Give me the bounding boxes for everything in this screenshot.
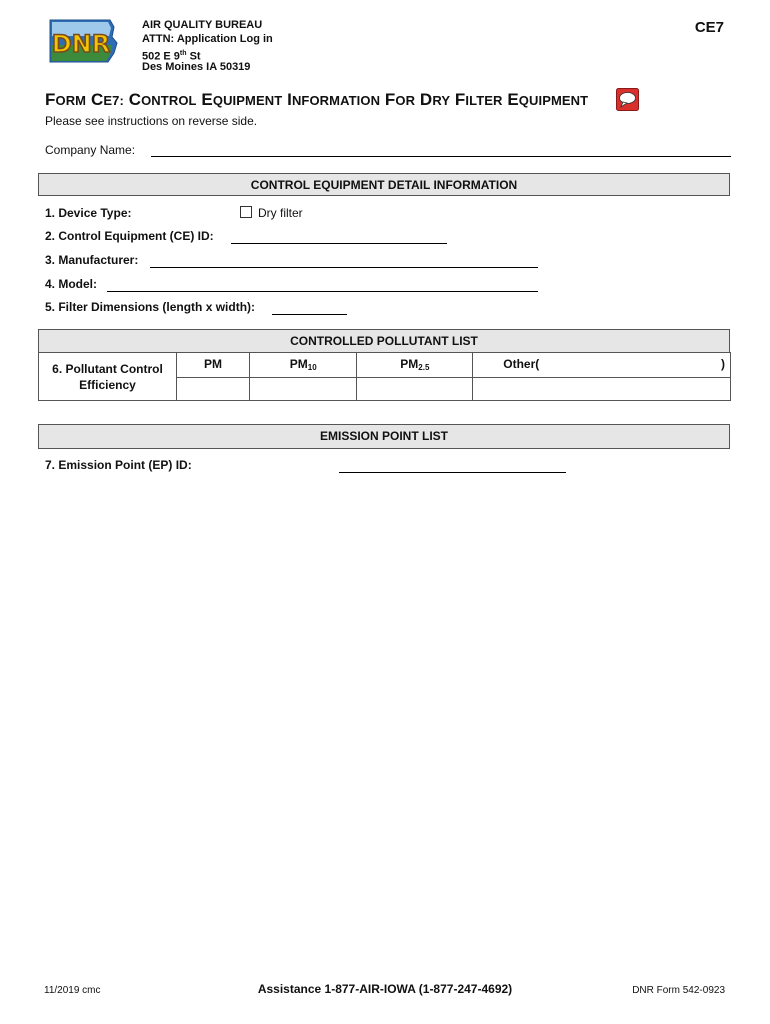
ce-id-field[interactable] [231, 243, 447, 244]
manufacturer-label: 3. Manufacturer: [45, 253, 139, 267]
company-name-label: Company Name: [45, 143, 136, 157]
street-address: 502 E 9th St [142, 50, 201, 63]
model-label: 4. Model: [45, 277, 98, 291]
form-code: CE7 [694, 19, 724, 36]
column-pm10: $PM_{10}$ [250, 353, 357, 378]
dry-filter-checkbox[interactable] [240, 206, 252, 218]
footer-date: 11/2019 cmc [44, 985, 101, 996]
filter-dimensions-label: 5. Filter Dimensions (length x width): [45, 300, 256, 314]
device-type-label: 1. Device Type: [45, 206, 132, 220]
model-field[interactable] [107, 291, 538, 292]
company-name-field[interactable] [151, 156, 731, 157]
city-line: Des Moines IA 50319 [142, 61, 251, 73]
filter-dimensions-field[interactable] [272, 314, 347, 315]
pollutant-section-heading: CONTROLLED POLLUTANT LIST [38, 329, 730, 353]
emission-section-heading: EMISSION POINT LIST [38, 424, 730, 449]
pm-efficiency-field[interactable] [177, 378, 250, 401]
dnr-logo [44, 17, 120, 65]
comment-bubble-icon[interactable] [616, 88, 639, 111]
other-efficiency-field[interactable] [473, 378, 731, 401]
column-other: Other( ) [473, 353, 731, 378]
detail-section-heading: CONTROL EQUIPMENT DETAIL INFORMATION [38, 173, 730, 196]
form-title: FORM CE7: CONTROL EQUIPMENT INFORMATION FOR DRY FILTER EQUIPMENT [45, 90, 589, 109]
dry-filter-label: Dry filter [258, 206, 303, 220]
footer-assistance: Assistance 1-877-AIR-IOWA (1-877-247-4692) [257, 982, 513, 996]
pm25-efficiency-field[interactable] [357, 378, 473, 401]
pollutant-table [38, 352, 731, 401]
column-pm25: $PM_{2.5}$ [357, 353, 473, 378]
ep-id-label: 7. Emission Point (EP) ID: [45, 458, 192, 472]
column-pm: PM [177, 353, 250, 378]
instructions-text: Please see instructions on reverse side. [45, 114, 258, 128]
logo-lettering: DNR [51, 30, 111, 58]
ce-id-label: 2. Control Equipment (CE) ID: [45, 229, 214, 243]
pm10-efficiency-field[interactable] [250, 378, 357, 401]
pollutant-efficiency-label: 6. Pollutant Control Efficiency [39, 353, 177, 401]
bureau-name: AIR QUALITY BUREAU [142, 19, 263, 31]
manufacturer-field[interactable] [150, 267, 538, 268]
attn-line: ATTN: Application Log in [142, 33, 273, 45]
ep-id-field[interactable] [339, 472, 566, 473]
footer-form-number: DNR Form 542-0923 [632, 985, 725, 996]
